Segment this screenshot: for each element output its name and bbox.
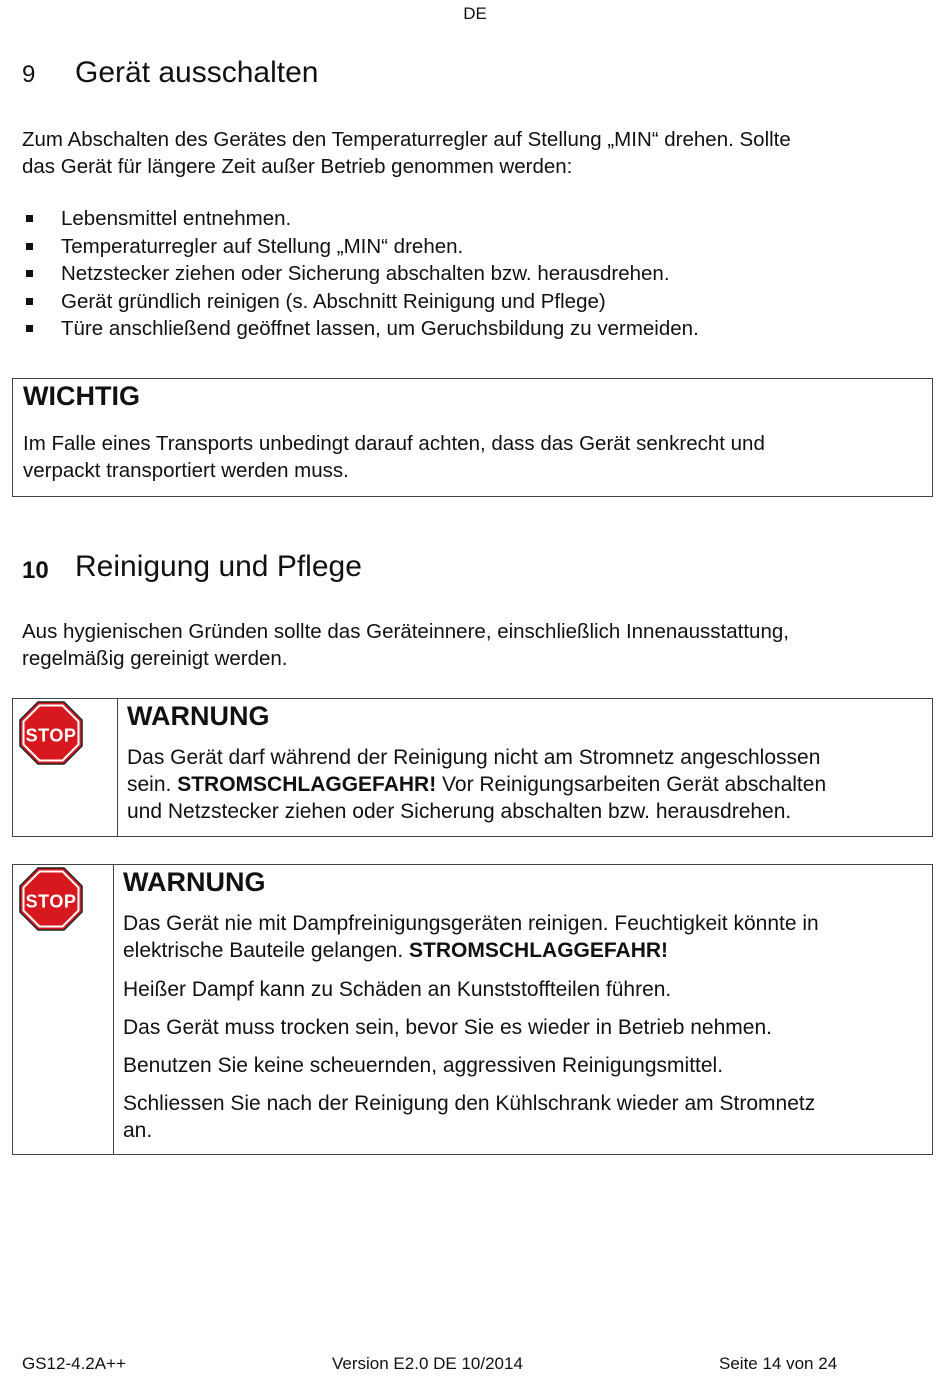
- warning-text-span: sein.: [127, 773, 178, 796]
- stop-sign-icon: [19, 701, 83, 765]
- stop-sign-label: STOP: [25, 891, 77, 912]
- warning-icon-cell: [13, 865, 114, 1154]
- warning-paragraph: Benutzen Sie keine scheuernden, aggressiven Reinigungsmittel.: [123, 1054, 724, 1077]
- list-item: [22, 288, 699, 316]
- section-intro: [22, 618, 932, 672]
- warning-line: Das Gerät nie mit Dampfreinigungsgeräten reinigen. Feuchtigkeit könnte in: [123, 912, 819, 935]
- intro-line: das Gerät für längere Zeit außer Betrieb genommen werden:: [22, 155, 573, 178]
- list-item-text: Gerät gründlich reinigen (s. Abschnitt Reinigung und Pflege): [61, 289, 606, 313]
- bullet-list: [22, 205, 699, 343]
- section-number: 10: [22, 557, 49, 584]
- shock-hazard-label: STROMSCHLAGGEFAHR!: [409, 939, 669, 962]
- warning-title: WARNUNG: [123, 867, 266, 897]
- stop-sign-label: STOP: [25, 725, 77, 746]
- list-item-text: Temperaturregler auf Stellung „MIN“ drehen.: [61, 234, 464, 258]
- bullet-square-icon: [26, 215, 33, 222]
- section-intro: [22, 126, 932, 180]
- list-item-text: Türe anschließend geöffnet lassen, um Geruchsbildung zu vermeiden.: [61, 317, 699, 340]
- notice-text: [23, 430, 923, 484]
- warning-text-span: elektrische Bauteile gelangen.: [123, 939, 410, 962]
- notice-title: WICHTIG: [23, 381, 140, 411]
- warning-line: an.: [123, 1119, 153, 1142]
- warning-box: [12, 698, 933, 837]
- bullet-square-icon: [26, 325, 33, 332]
- section-number: 9: [22, 61, 36, 88]
- language-code: DE: [463, 4, 487, 23]
- warning-line: Das Gerät darf während der Reinigung nicht am Stromnetz angeschlossen: [127, 746, 821, 769]
- warning-icon-cell: [13, 699, 118, 836]
- footer-version: Version E2.0 DE 10/2014: [332, 1354, 523, 1373]
- notice-line: verpackt transportiert werden muss.: [23, 459, 349, 482]
- section-title: Reinigung und Pflege: [75, 550, 362, 583]
- list-item-text: Netzstecker ziehen oder Sicherung abschalten bzw. herausdrehen.: [61, 262, 670, 285]
- bullet-square-icon: [26, 298, 33, 305]
- warning-line: [123, 937, 928, 964]
- list-item: [22, 260, 699, 288]
- footer-model: GS12-4.2A++: [22, 1354, 126, 1373]
- warning-box: [12, 864, 933, 1155]
- list-item: [22, 315, 699, 343]
- warning-line: [127, 771, 927, 798]
- intro-line: Aus hygienischen Gründen sollte das Geräteinnere, einschließlich Innenausstattung,: [22, 620, 789, 643]
- list-item-text: Lebensmittel entnehmen.: [61, 207, 292, 230]
- warning-text: [127, 744, 927, 825]
- intro-line: regelmäßig gereinigt werden.: [22, 647, 288, 670]
- bullet-square-icon: [26, 270, 33, 277]
- warning-paragraph: Das Gerät muss trocken sein, bevor Sie es wieder in Betrieb nehmen.: [123, 1016, 772, 1039]
- notice-line: Im Falle eines Transports unbedingt darauf achten, dass das Gerät senkrecht und: [23, 432, 765, 455]
- bullet-square-icon: [26, 243, 33, 250]
- footer-page-number: Seite 14 von 24: [719, 1354, 838, 1373]
- list-item: [22, 233, 699, 261]
- intro-line: Zum Abschalten des Gerätes den Temperaturregler auf Stellung „MIN“ drehen. Sollte: [22, 128, 791, 151]
- warning-line: und Netzstecker ziehen oder Sicherung abschalten bzw. herausdrehen.: [127, 800, 792, 823]
- warning-text-span: Vor Reinigungsarbeiten Gerät abschalten: [436, 773, 827, 796]
- warning-title: WARNUNG: [127, 701, 270, 731]
- important-notice-box: [12, 378, 933, 497]
- warning-paragraph: [123, 1090, 928, 1144]
- shock-hazard-label: STROMSCHLAGGEFAHR!: [177, 773, 437, 796]
- stop-sign-icon: [19, 867, 83, 931]
- section-title: Gerät ausschalten: [75, 56, 319, 89]
- warning-line: Schliessen Sie nach der Reinigung den Kühlschrank wieder am Stromnetz: [123, 1092, 816, 1115]
- list-item: [22, 205, 699, 233]
- warning-paragraph: Heißer Dampf kann zu Schäden an Kunststoffteilen führen.: [123, 978, 672, 1001]
- warning-text: [123, 910, 928, 964]
